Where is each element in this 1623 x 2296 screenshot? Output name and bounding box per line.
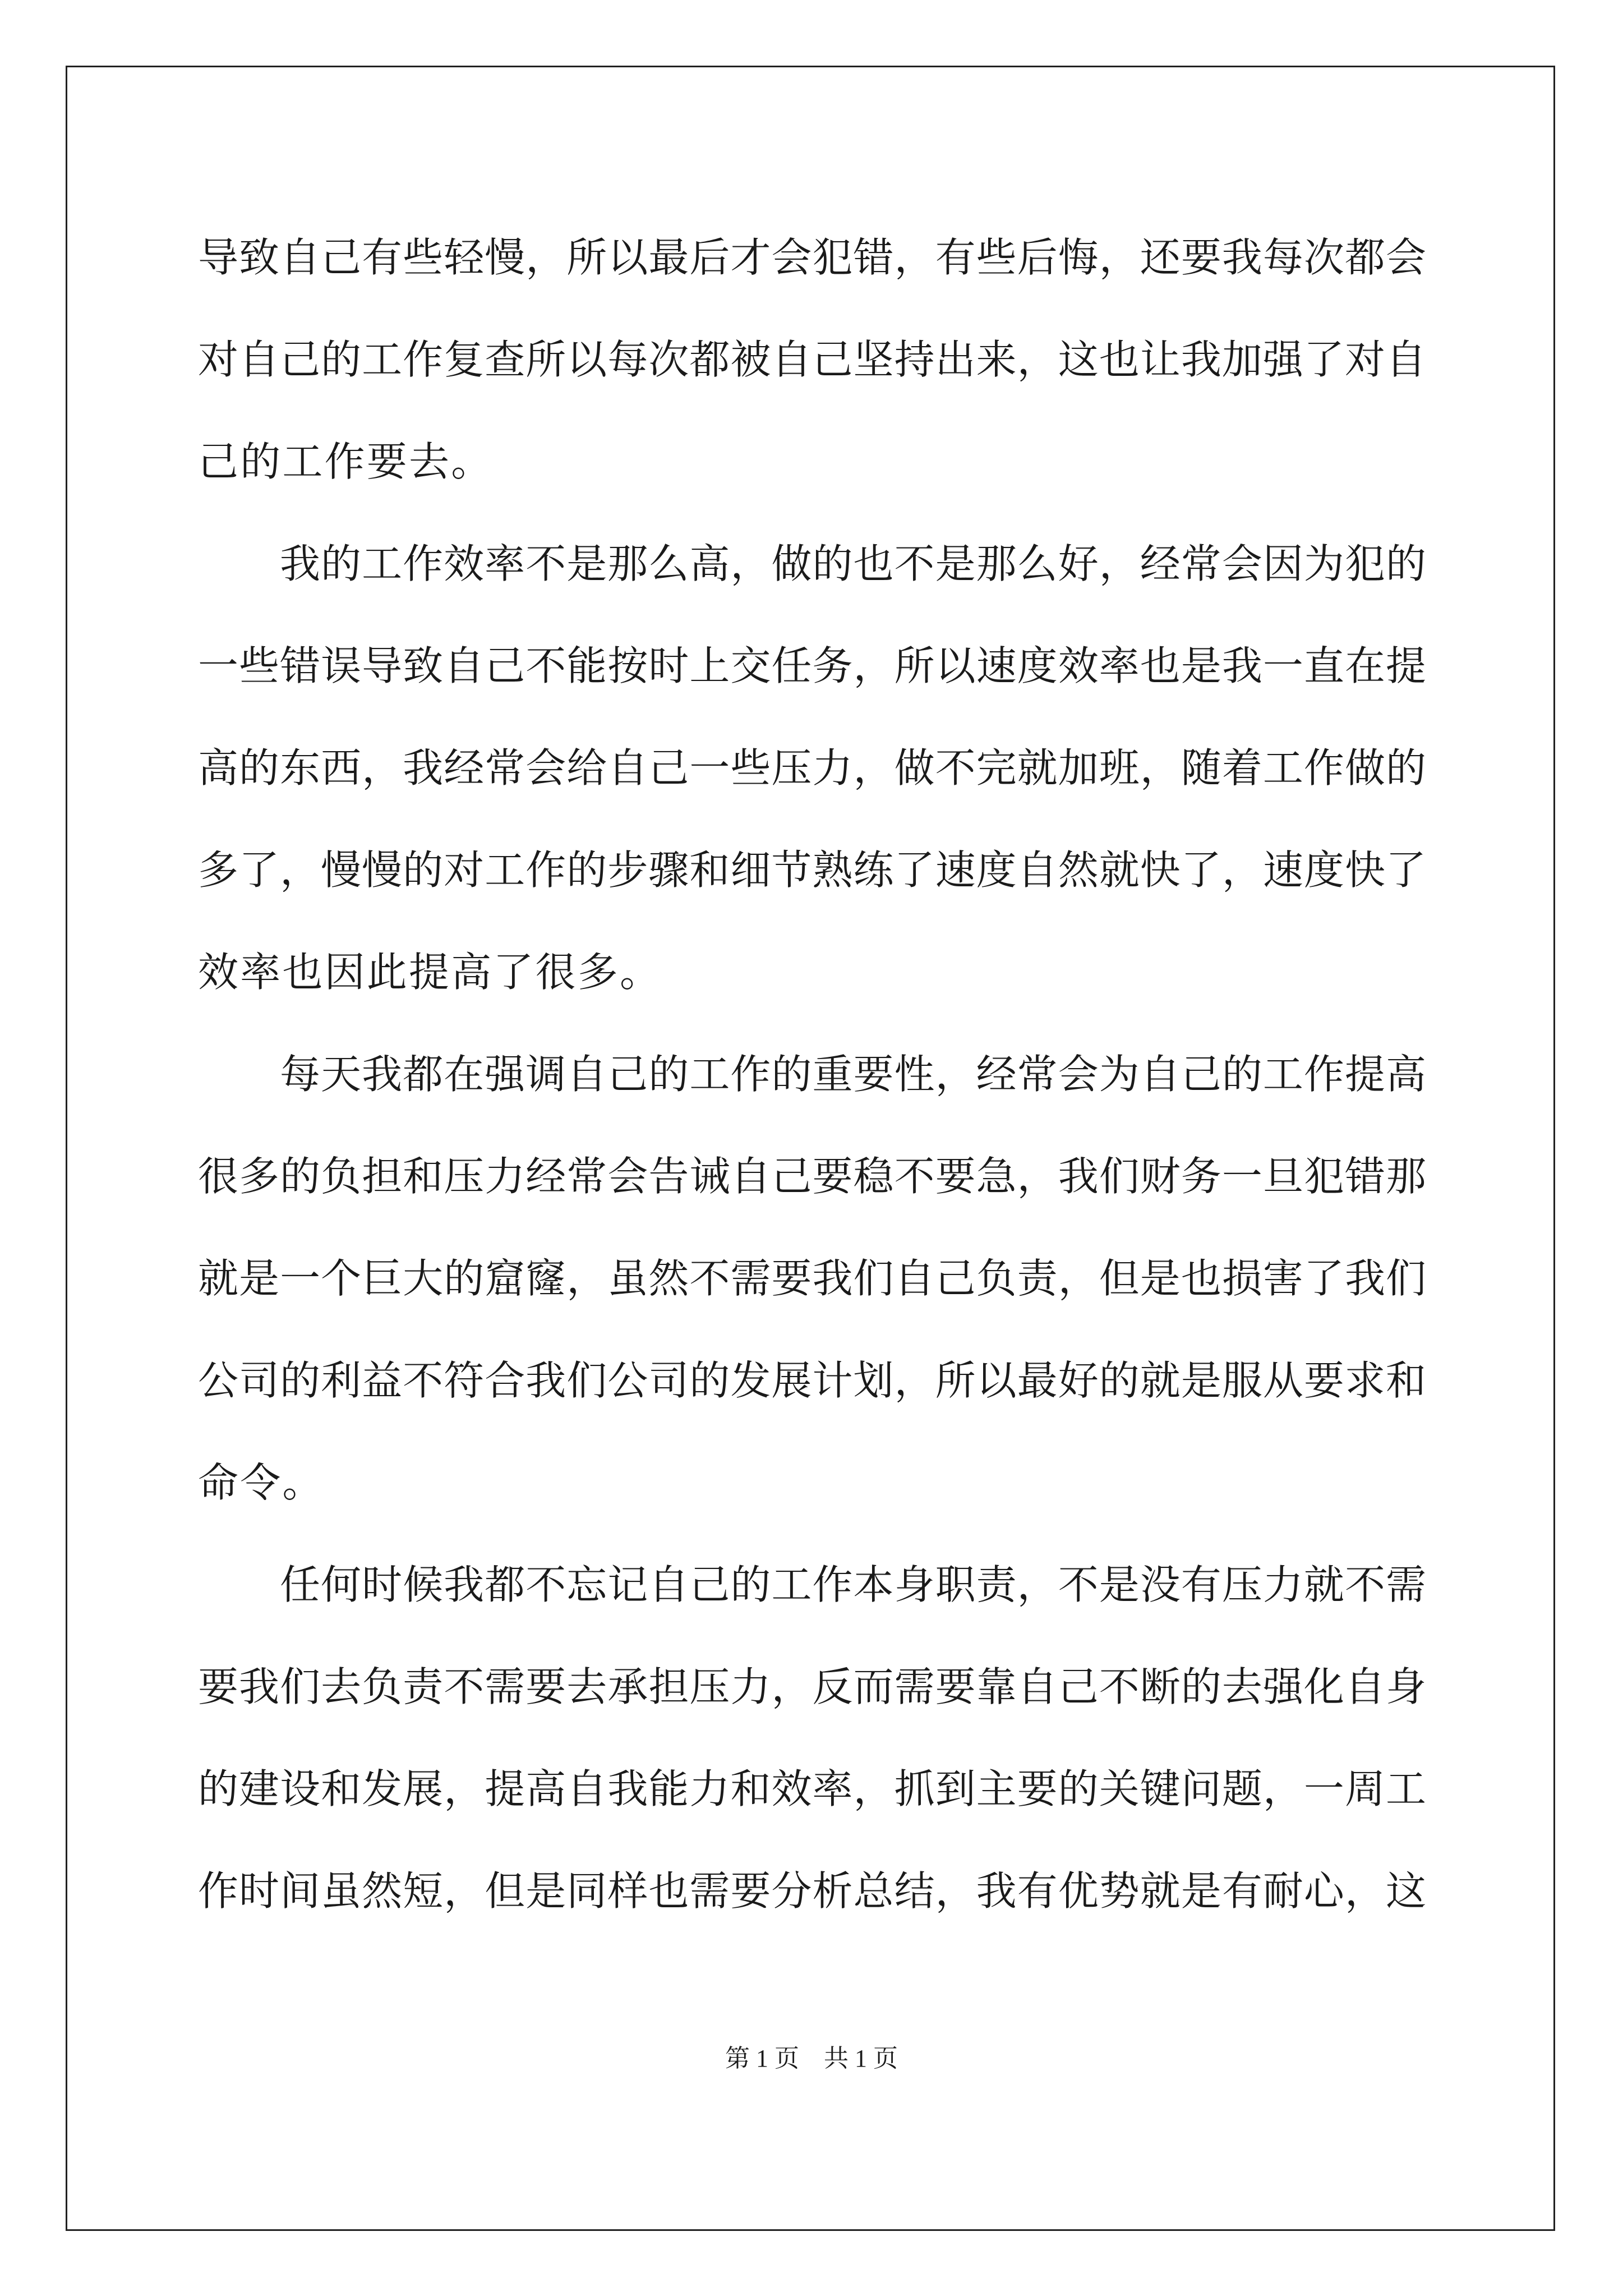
text-line: 就是一个巨大的窟窿，虽然不需要我们自己负责，但是也损害了我们 <box>198 1255 1426 1302</box>
text-line: 效率也因此提高了很多。 <box>198 949 662 996</box>
text-line: 每天我都在强调自己的工作的重要性，经常会为自己的工作提高 <box>280 1051 1426 1098</box>
text-line: 公司的利益不符合我们公司的发展计划，所以最好的就是服从要求和 <box>198 1357 1426 1404</box>
text-line: 任何时候我都不忘记自己的工作本身职责，不是没有压力就不需 <box>280 1561 1426 1608</box>
text-line: 很多的负担和压力经常会告诫自己要稳不要急，我们财务一旦犯错那 <box>198 1153 1426 1200</box>
text-line: 对自己的工作复查所以每次都被自己坚持出来，这也让我加强了对自 <box>198 336 1426 383</box>
text-line: 一些错误导致自己不能按时上交任务，所以速度效率也是我一直在提 <box>198 642 1426 689</box>
text-line: 高的东西，我经常会给自己一些压力，做不完就加班，随着工作做的 <box>198 744 1426 792</box>
text-line: 作时间虽然短，但是同样也需要分析总结，我有优势就是有耐心，这 <box>198 1867 1426 1915</box>
text-line: 的建设和发展，提高自我能力和效率，抓到主要的关键问题，一周工 <box>198 1765 1426 1812</box>
text-line: 多了，慢慢的对工作的步骤和细节熟练了速度自然就快了，速度快了 <box>198 846 1426 894</box>
text-line: 导致自己有些轻慢，所以最后才会犯错，有些后悔，还要我每次都会 <box>198 234 1426 281</box>
text-line: 命令。 <box>198 1459 325 1506</box>
document-body <box>198 206 1426 1942</box>
text-line: 我的工作效率不是那么高，做的也不是那么好，经常会因为犯的 <box>280 540 1426 587</box>
text-line: 要我们去负责不需要去承担压力，反而需要靠自己不断的去强化自身 <box>198 1663 1426 1710</box>
page-number-footer: 第 1 页 共 1 页 <box>725 2045 898 2072</box>
text-line: 己的工作要去。 <box>198 438 494 485</box>
